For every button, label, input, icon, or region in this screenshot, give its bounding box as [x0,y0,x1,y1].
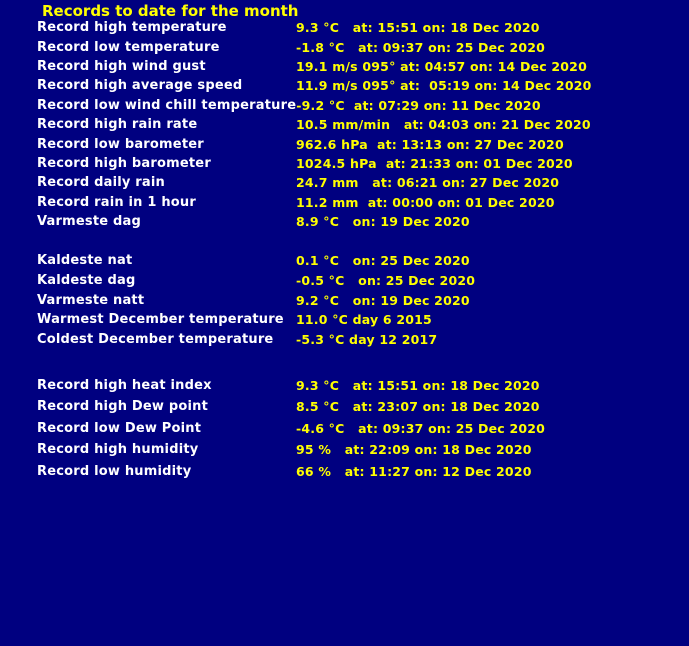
record-label: Record low wind chill temperature [37,97,297,113]
records-list [37,18,689,482]
records-group-monthly [37,18,689,231]
record-row [37,439,689,461]
record-label: Warmest December temperature [37,312,284,328]
record-value: 8.9 °C on: 19 Dec 2020 [296,214,470,230]
record-label: Varmeste dag [37,214,141,230]
record-value: 10.5 mm/min at: 04:03 on: 21 Dec 2020 [296,117,591,133]
record-label: Record rain in 1 hour [37,194,196,210]
record-label: Kaldeste nat [37,253,133,269]
record-value: 1024.5 hPa at: 21:33 on: 01 Dec 2020 [296,155,573,171]
record-value: -4.6 °C at: 09:37 on: 25 Dec 2020 [296,420,546,436]
record-value: 66 % at: 11:27 on: 12 Dec 2020 [296,463,532,479]
record-value: -1.8 °C at: 09:37 on: 25 Dec 2020 [296,39,546,55]
record-row [37,310,689,330]
record-label: Kaldeste dag [37,272,136,288]
record-label: Varmeste natt [37,292,145,308]
record-value: 11.0 °C day 6 2015 [296,312,432,328]
record-row [37,251,689,271]
record-row [37,173,689,192]
record-label: Record high Dew point [37,399,209,415]
record-label: Record low humidity [37,463,192,479]
record-label: Record daily rain [37,175,165,191]
record-value: 11.9 m/s 095° at: 05:19 on: 14 Dec 2020 [296,78,592,94]
record-value: 11.2 mm at: 00:00 on: 01 Dec 2020 [296,194,555,210]
record-value: -0.5 °C on: 25 Dec 2020 [296,272,476,288]
record-label: Record low Dew Point [37,420,202,436]
record-row [37,18,689,37]
record-label: Record high temperature [37,20,227,36]
record-row [37,461,689,483]
record-row [37,418,689,440]
record-label: Record low temperature [37,39,220,55]
record-row [37,76,689,95]
record-row [37,290,689,310]
record-value: 9.3 °C at: 15:51 on: 18 Dec 2020 [296,20,540,36]
record-label: Coldest December temperature [37,332,274,348]
record-value: 19.1 m/s 095° at: 04:57 on: 14 Dec 2020 [296,58,587,74]
record-value: -9.2 °C at: 07:29 on: 11 Dec 2020 [296,97,541,113]
record-label: Record high wind gust [37,58,206,74]
record-row [37,396,689,418]
page-title: Records to date for the month [42,2,299,20]
record-row [37,96,689,115]
records-group-humidity-dewpoint [37,375,689,483]
record-value: 0.1 °C on: 25 Dec 2020 [296,253,470,269]
record-label: Record low barometer [37,136,204,152]
record-row [37,37,689,56]
record-value: 95 % at: 22:09 on: 18 Dec 2020 [296,442,532,458]
record-row [37,115,689,134]
record-row [37,193,689,212]
record-row [37,330,689,350]
record-label: Record high heat index [37,377,212,393]
record-row [37,375,689,397]
records-group-daily-extremes [37,251,689,350]
record-label: Record high barometer [37,155,211,171]
record-row [37,212,689,231]
record-value: 962.6 hPa at: 13:13 on: 27 Dec 2020 [296,136,564,152]
record-label: Record high rain rate [37,117,198,133]
record-value: 24.7 mm at: 06:21 on: 27 Dec 2020 [296,175,560,191]
record-row [37,154,689,173]
record-label: Record high humidity [37,442,199,458]
record-row [37,57,689,76]
record-value: -5.3 °C day 12 2017 [296,332,438,348]
record-row [37,134,689,153]
record-row [37,271,689,291]
record-value: 9.3 °C at: 15:51 on: 18 Dec 2020 [296,377,540,393]
record-label: Record high average speed [37,78,243,94]
record-value: 8.5 °C at: 23:07 on: 18 Dec 2020 [296,399,540,415]
record-value: 9.2 °C on: 19 Dec 2020 [296,292,470,308]
